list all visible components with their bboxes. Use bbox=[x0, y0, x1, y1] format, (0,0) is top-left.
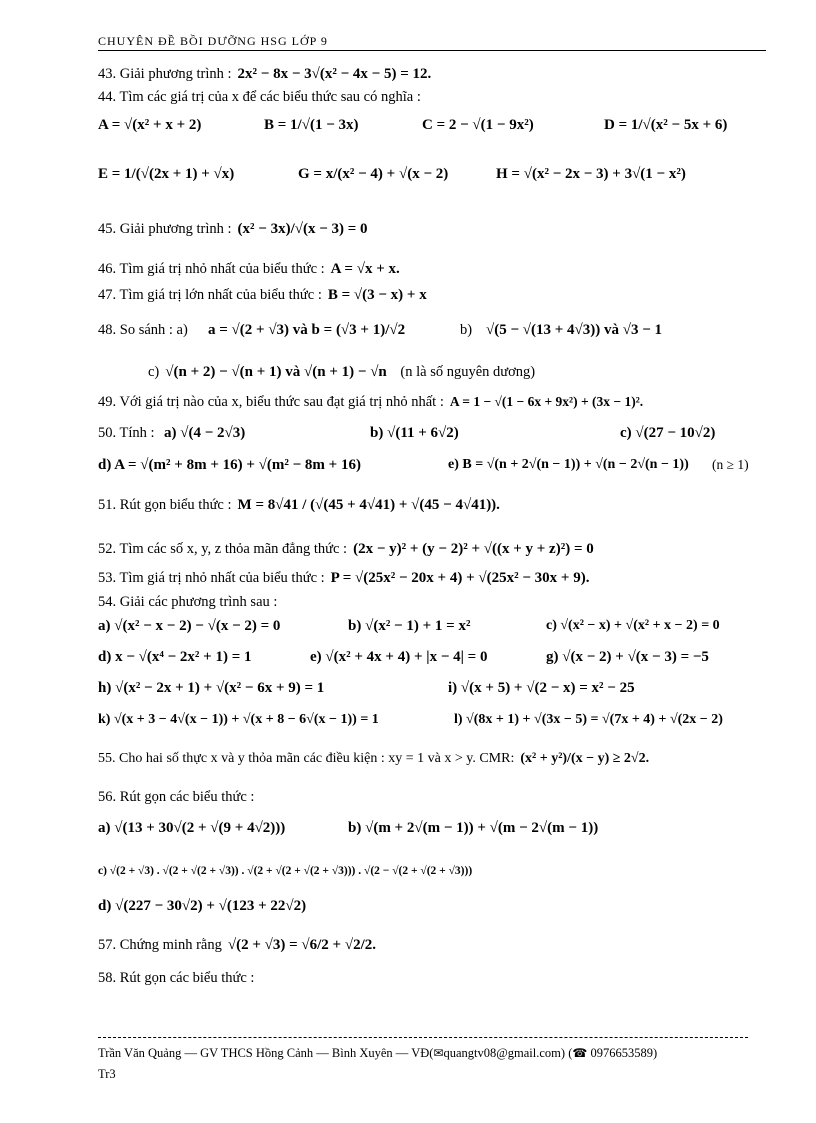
problem-52-text: 52. Tìm các số x, y, z thỏa mãn đẳng thức : bbox=[98, 541, 348, 557]
problem-56-row-2 bbox=[98, 862, 472, 879]
problem-54-part-i: i) √(x + 5) + √(2 − x) = x² − 25 bbox=[448, 680, 635, 696]
expr-D: D = 1/√(x² − 5x + 6) bbox=[604, 117, 728, 133]
problem-50-part-b: b) √(11 + 6√2) bbox=[370, 425, 459, 441]
problem-44-row-1 bbox=[98, 117, 758, 137]
problem-51-text: 51. Rút gọn biểu thức : bbox=[98, 497, 232, 513]
problem-49 bbox=[98, 394, 643, 411]
problem-54-part-c: c) √(x² − x) + √(x² + x − 2) = 0 bbox=[546, 618, 720, 633]
problem-45 bbox=[98, 221, 368, 238]
expr-G: G = x/(x² − 4) + √(x − 2) bbox=[298, 166, 449, 182]
problem-56-text: 56. Rút gọn các biểu thức : bbox=[98, 789, 255, 805]
problem-43-equation: 2x² − 8x − 3√(x² − 4x − 5) = 12. bbox=[237, 66, 432, 82]
problem-48-part-c: √(n + 2) − √(n + 1) và √(n + 1) − √n bbox=[165, 364, 387, 380]
problem-53 bbox=[98, 570, 589, 587]
problem-48-note: (n là số nguyên dương) bbox=[400, 364, 536, 380]
problem-54-row-4 bbox=[98, 712, 760, 732]
problem-46 bbox=[98, 261, 400, 278]
problem-56-part-c: c) √(2 + √3) . √(2 + √(2 + √3)) . √(2 + √(2 + √(2 + √3))) . √(2 − √(2 + √(2 + √3))) bbox=[98, 865, 473, 877]
problem-48-part-b-label: b) bbox=[460, 322, 473, 338]
problem-45-equation: (x² − 3x)/√(x − 3) = 0 bbox=[237, 221, 368, 237]
problem-54-row-3 bbox=[98, 680, 760, 700]
problem-54-row-1 bbox=[98, 618, 760, 638]
problem-48-c bbox=[148, 364, 535, 381]
page-number: Tr3 bbox=[98, 1067, 116, 1081]
problem-54-part-a: a) √(x² − x − 2) − √(x − 2) = 0 bbox=[98, 618, 281, 634]
problem-46-text: 46. Tìm giá trị nhỏ nhất của biểu thức : bbox=[98, 261, 325, 277]
footer-phone: 0976653589) bbox=[590, 1046, 658, 1060]
problem-56-part-a: a) √(13 + 30√(2 + √(9 + 4√2))) bbox=[98, 820, 286, 836]
problem-54 bbox=[98, 594, 277, 611]
problem-52-equation: (2x − y)² + (y − 2)² + √((x + y + z)²) = 0 bbox=[353, 541, 594, 557]
page-footer bbox=[98, 1046, 766, 1061]
page-header bbox=[98, 32, 766, 51]
problem-52 bbox=[98, 541, 594, 558]
problem-43-text: 43. Giải phương trình : bbox=[98, 66, 232, 82]
problem-46-expression: A = √x + x. bbox=[330, 261, 400, 277]
problem-50-part-e: e) B = √(n + 2√(n − 1)) + √(n − 2√(n − 1)) bbox=[448, 457, 689, 472]
header-title: CHUYÊN ĐỀ BỒI DƯỠNG HSG LỚP 9 bbox=[98, 34, 328, 48]
problem-54-part-l: l) √(8x + 1) + √(3x − 5) = √(7x + 4) + √(2x − 2) bbox=[454, 712, 723, 727]
problem-54-part-e: e) √(x² + 4x + 4) + |x − 4| = 0 bbox=[310, 649, 488, 665]
problem-56-part-b: b) √(m + 2√(m − 1)) + √(m − 2√(m − 1)) bbox=[348, 820, 599, 836]
problem-48-part-b: √(5 − √(13 + 4√3)) và √3 − 1 bbox=[486, 322, 663, 338]
problem-55 bbox=[98, 750, 649, 767]
footer-email: quangtv08@gmail.com bbox=[443, 1046, 561, 1060]
expr-B: B = 1/√(1 − 3x) bbox=[264, 117, 359, 133]
expr-H: H = √(x² − 2x − 3) + 3√(1 − x²) bbox=[496, 166, 686, 182]
problem-56 bbox=[98, 789, 254, 806]
problem-55-inequality: (x² + y²)/(x − y) ≥ 2√2. bbox=[520, 751, 650, 766]
problem-54-part-d: d) x − √(x⁴ − 2x² + 1) = 1 bbox=[98, 649, 252, 665]
problem-53-text: 53. Tìm giá trị nhỏ nhất của biểu thức : bbox=[98, 570, 325, 586]
expr-C: C = 2 − √(1 − 9x²) bbox=[422, 117, 534, 133]
problem-50-note: (n ≥ 1) bbox=[712, 457, 749, 472]
envelope-icon: ✉ bbox=[433, 1046, 444, 1060]
problem-53-expression: P = √(25x² − 20x + 4) + √(25x² − 30x + 9). bbox=[330, 570, 590, 586]
problem-54-part-b: b) √(x² − 1) + 1 = x² bbox=[348, 618, 471, 634]
problem-43 bbox=[98, 66, 431, 83]
problem-48 bbox=[98, 322, 758, 342]
problem-55-text: 55. Cho hai số thực x và y thỏa mãn các điều kiện : xy = 1 và x > y. CMR: bbox=[98, 751, 515, 766]
problem-58-text: 58. Rút gọn các biểu thức : bbox=[98, 970, 255, 986]
problem-49-expression: A = 1 − √(1 − 6x + 9x²) + (3x − 1)². bbox=[449, 394, 644, 409]
footer-separator: ) ( bbox=[560, 1046, 573, 1060]
problem-56-row-3 bbox=[98, 898, 306, 915]
problem-50-row-2 bbox=[98, 457, 760, 477]
problem-57-text: 57. Chứng minh rằng bbox=[98, 937, 222, 953]
problem-47-text: 47. Tìm giá trị lớn nhất của biểu thức : bbox=[98, 287, 322, 303]
problem-57 bbox=[98, 937, 376, 954]
problem-50-part-c: c) √(27 − 10√2) bbox=[620, 425, 716, 441]
problem-57-equation: √(2 + √3) = √6/2 + √2/2. bbox=[227, 937, 377, 953]
problem-51-expression: M = 8√41 / (√(45 + 4√41) + √(45 − 4√41)). bbox=[237, 497, 500, 513]
problem-49-text: 49. Với giá trị nào của x, biểu thức sau đạt giá trị nhỏ nhất : bbox=[98, 394, 444, 410]
problem-50-part-d: d) A = √(m² + 8m + 16) + √(m² − 8m + 16) bbox=[98, 457, 361, 473]
problem-44-text: 44. Tìm các giá trị của x để các biểu thức sau có nghĩa : bbox=[98, 89, 421, 105]
problem-56-row-1 bbox=[98, 820, 760, 840]
problem-50-row-1 bbox=[98, 425, 758, 445]
problem-45-text: 45. Giải phương trình : bbox=[98, 221, 232, 237]
problem-54-row-2 bbox=[98, 649, 760, 669]
problem-54-part-g: g) √(x − 2) + √(x − 3) = −5 bbox=[546, 649, 709, 665]
problem-44-row-2 bbox=[98, 166, 758, 186]
expr-A: A = √(x² + x + 2) bbox=[98, 117, 202, 133]
problem-54-part-k: k) √(x + 3 − 4√(x − 1)) + √(x + 8 − 6√(x − 1)) = 1 bbox=[98, 712, 379, 727]
problem-48-part-a: a = √(2 + √3) và b = (√3 + 1)/√2 bbox=[208, 322, 406, 338]
footer-divider bbox=[98, 1037, 748, 1038]
footer-author: Trần Văn Quảng — GV THCS Hồng Cảnh — Bình Xuyên — VĐ( bbox=[98, 1046, 434, 1060]
problem-47-expression: B = √(3 − x) + x bbox=[327, 287, 427, 303]
problem-48-text: 48. So sánh : a) bbox=[98, 322, 188, 338]
problem-54-part-h: h) √(x² − 2x + 1) + √(x² − 6x + 9) = 1 bbox=[98, 680, 325, 696]
problem-50-part-a: a) √(4 − 2√3) bbox=[164, 425, 246, 441]
problem-54-text: 54. Giải các phương trình sau : bbox=[98, 594, 278, 610]
problem-56-part-d: d) √(227 − 30√2) + √(123 + 22√2) bbox=[98, 898, 307, 914]
problem-48-part-c-label: c) bbox=[148, 364, 160, 380]
telephone-icon: ☎ bbox=[572, 1046, 588, 1060]
problem-50-text: 50. Tính : bbox=[98, 425, 155, 441]
expr-E: E = 1/(√(2x + 1) + √x) bbox=[98, 166, 235, 182]
problem-44 bbox=[98, 89, 421, 106]
problem-47 bbox=[98, 287, 427, 304]
problem-58 bbox=[98, 970, 254, 987]
problem-51 bbox=[98, 497, 500, 514]
